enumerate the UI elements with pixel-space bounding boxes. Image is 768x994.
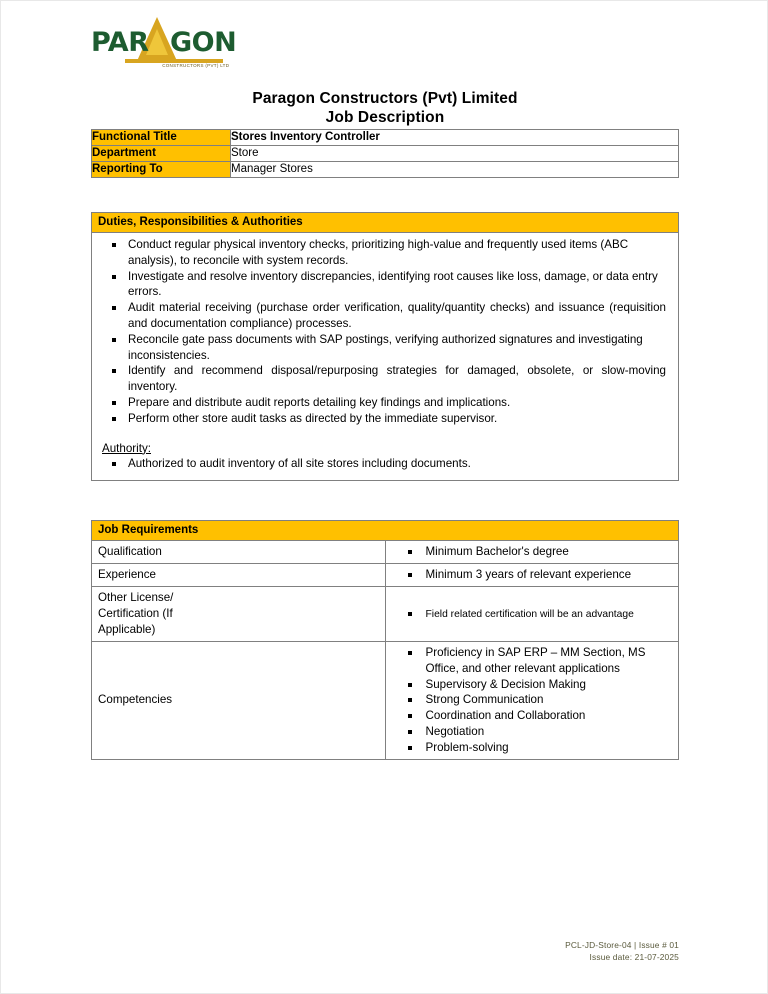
- list-item: Identify and recommend disposal/repurposing strategies for damaged, obsolete, or slow-moving inventory.: [100, 363, 670, 395]
- info-label-functional-title: Functional Title: [92, 130, 231, 146]
- logo-word-right: GON: [170, 27, 237, 58]
- list-item: Prepare and distribute audit reports detailing key findings and implications.: [100, 395, 670, 411]
- other-license-label-line1: Other License/: [98, 591, 174, 604]
- page-title: [1, 89, 768, 127]
- qualification-list: [386, 544, 673, 560]
- list-item: Strong Communication: [386, 692, 673, 708]
- list-item: Negotiation: [386, 724, 673, 740]
- authority-label: Authority:: [102, 441, 151, 455]
- table-row: [92, 521, 679, 541]
- competencies-list: [386, 645, 673, 756]
- table-row: [92, 541, 679, 564]
- table-row: [92, 564, 679, 587]
- list-item: Coordination and Collaboration: [386, 708, 673, 724]
- page-title-company: Paragon Constructors (Pvt) Limited: [252, 90, 518, 107]
- logo-wordmark: [89, 23, 239, 68]
- info-value-reporting-to: Manager Stores: [231, 162, 679, 178]
- list-item: Audit material receiving (purchase order verification, quality/quantity checks) and issuance (requisition and documentation compliance) processes.: [100, 300, 670, 332]
- list-item: Perform other store audit tasks as directed by the immediate supervisor.: [100, 411, 670, 427]
- page-title-doctype: Job Description: [325, 109, 445, 126]
- requirement-label-other-license: [92, 587, 386, 642]
- document-footer: [1, 939, 679, 963]
- requirement-value-experience: [385, 564, 679, 587]
- list-item: Reconcile gate pass documents with SAP postings, verifying authorized signatures and investigating inconsistencies.: [100, 332, 670, 364]
- job-requirements-table: [91, 520, 679, 760]
- logo-triangle-inner-icon: [146, 29, 168, 55]
- info-value-functional-title: Stores Inventory Controller: [231, 130, 679, 146]
- other-license-label-line3: Applicable): [98, 623, 156, 636]
- list-item: Investigate and resolve inventory discrepancies, identifying root causes like loss, damage, or data entry errors.: [100, 269, 670, 301]
- requirements-section-header: Job Requirements: [92, 521, 679, 541]
- logo-word-left: PAR: [91, 27, 149, 58]
- duties-section-header: Duties, Responsibilities & Authorities: [92, 213, 678, 233]
- requirement-value-other-license: [385, 587, 679, 642]
- list-item: Minimum Bachelor's degree: [386, 544, 673, 560]
- table-row: [92, 642, 679, 760]
- table-row: [92, 130, 679, 146]
- footer-doc-reference: PCL-JD-Store-04 | Issue # 01: [565, 940, 679, 950]
- job-info-table: [91, 129, 679, 178]
- experience-list: [386, 567, 673, 583]
- info-label-department: Department: [92, 146, 231, 162]
- duties-section-body: [92, 233, 678, 480]
- requirement-label-experience: Experience: [92, 564, 386, 587]
- table-row: [92, 587, 679, 642]
- requirement-label-competencies: Competencies: [92, 642, 386, 760]
- info-label-reporting-to: Reporting To: [92, 162, 231, 178]
- table-row: [92, 162, 679, 178]
- list-item: Minimum 3 years of relevant experience: [386, 567, 673, 583]
- list-item: Proficiency in SAP ERP – MM Section, MS Office, and other relevant applications: [386, 645, 673, 677]
- company-logo: [89, 23, 239, 75]
- list-item: Supervisory & Decision Making: [386, 677, 673, 693]
- table-row: [92, 146, 679, 162]
- requirement-label-qualification: Qualification: [92, 541, 386, 564]
- authority-list: [100, 456, 670, 472]
- list-item: Field related certification will be an advantage: [386, 607, 673, 622]
- list-item: Authorized to audit inventory of all site stores including documents.: [100, 456, 670, 472]
- logo-subtitle: CONSTRUCTORS (PVT) LTD: [162, 63, 230, 68]
- info-value-department: Store: [231, 146, 679, 162]
- other-license-list: [386, 607, 673, 622]
- duties-list: [100, 237, 670, 427]
- requirement-value-competencies: [385, 642, 679, 760]
- list-item: Conduct regular physical inventory checks, prioritizing high-value and frequently used items (ABC analysis), to reconcile with system records.: [100, 237, 670, 269]
- footer-issue-date: Issue date: 21-07-2025: [589, 952, 679, 962]
- list-item: Problem-solving: [386, 740, 673, 756]
- other-license-label-line2: Certification (If: [98, 607, 173, 620]
- duties-section: [91, 212, 679, 481]
- requirement-value-qualification: [385, 541, 679, 564]
